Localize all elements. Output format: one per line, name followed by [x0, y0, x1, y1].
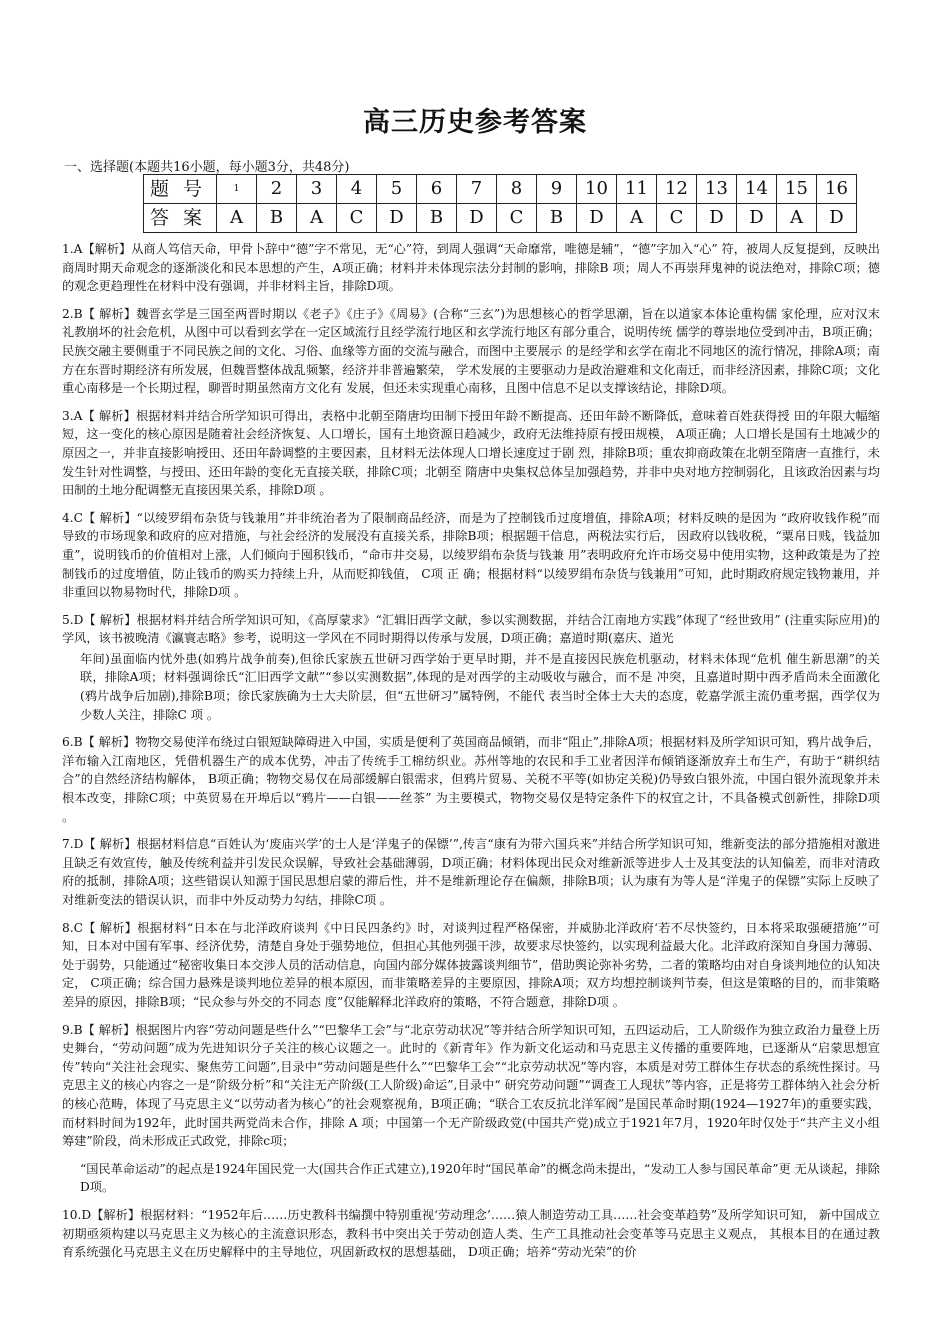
item-number: 5.D [62, 612, 84, 627]
answer-cell: C [497, 204, 537, 233]
answer-cell: A [777, 204, 817, 233]
explanation-item-10 [62, 1206, 880, 1262]
question-number-cell: 11 [617, 175, 657, 204]
explanation-item-1 [62, 240, 880, 296]
question-number-cell: 4 [337, 175, 377, 204]
explanation-item-5-continued [80, 650, 880, 724]
explanation-item-6 [62, 733, 880, 826]
item-text: 【 解析】根据材料并结合所学知识可得出，表格中北朝至隋唐均田制下授田年龄不断提高、还田年龄不断降低，意味着百姓获得授 田的年限大幅缩短，这一变化的核心原因是随着社会经济恢复、人口增长，国有土地资源日趋减少，政府无法维持原有授田规模， A项正确；人口增长是国有土地减少的原因之一，并非直接影响授田、还田年龄调整的主要因素，且材料无法体现人口增长速度过于剧 烈，排除B项；重农抑商政策在北朝至隋唐一直推行，未发生针对性调整，与授田、还田年龄的变化无直接关联，排除C项；北朝至 隋唐中央集权总体呈加强趋势，并非中央对地方控制弱化，且该政治因素与均田制的土地分配调整无直接因果关系，排除D项 。 [62, 408, 880, 498]
item-number: 4.C [62, 510, 83, 525]
explanation-item-8 [62, 919, 880, 1012]
question-number-cell: 14 [737, 175, 777, 204]
item-text: 【 解析】物物交易使洋布绕过白银短缺障碍进入中国，实质是便利了英国商品倾销，而非“阻止”,排除A项；根据材料及所学知识可知，鸦片战争后，洋布输入江南地区，凭借机器生产的成本优势，冲击了传统手工棉纺织业。苏州等地的农民和手工业者因洋布倾销逐渐放弃土布生产，有助于“耕织结合”的自然经济结构解体， B项正确；物物交易仅在局部缓解白银需求，但鸦片贸易、关税不平等(如协定关税)仍导致白银外流，中国白银外流现象并未根本改变，排除C项；中英贸易在开埠后以“鸦片——白银——丝茶” 为主要模式，物物交易仅是特定条件下的权宜之计，不具备模式创新性，排除D项 。 [62, 735, 880, 824]
page-title: 高三历史参考答案 [363, 107, 587, 138]
explanation-item-9-continued [80, 1160, 880, 1197]
item-text: 【 解析】根据图片内容“劳动问题是些什么”“巴黎华工会”与“北京劳动状况”等并结合所学知识可知，五四运动后，工人阶级作为独立政治力量登上历史舞台，“劳动问题”成为先进知识分子关注的核心议题之一。此时的《新青年》作为新文化运动和马克思主义传播的重要阵地，已逐渐从“启蒙思想宣传”转向“关注社会现实、聚焦劳工问题”,目录中“劳动问题是些什么”“巴黎华工会”“北京劳动状况”等内容，本质是对劳工群体生存状态的系统性探讨。马克思主义的核心内容之一是“阶级分析”和“关注无产阶级(工人阶级)命运”,目录中“ 研究劳动问题”“调查工人现状”等内容，正是将劳工群体纳入社会分析的核心范畴，体现了马克思主义“以劳动者为核心”的社会观察视角，B项正确；“联合工农反抗北洋军阀”是国民革命时期(1924—1927年)的重要实践，而材料时间为192年，此时国共两党尚未合作，排除 A 项；中国第一个无产阶级政党(中国共产党)成立于1921年7月，1920年时仅处于“共产主义小组筹建”阶段，尚未形成正式政党，排除c项； [62, 1022, 880, 1149]
item-text: 【解析】从商人笃信天命，甲骨卜辞中“德”字不常见，无“心”符，到周人强调“天命靡常，唯德是辅”，“德”字加入“心” 符，被周人反复提到，反映出商周时期天命观念的逐渐淡化和民本思想的产生，A项正确；材料并未体现宗法分封制的影响，排除B 项；周人不再崇拜鬼神的说法绝对，排除C项；德的观念更趋理性在材料中没有强调，并非材料主旨，排除D项。 [62, 242, 880, 294]
answer-cell: A [617, 204, 657, 233]
explanation-item-2 [62, 305, 880, 398]
explanation-item-7 [62, 835, 880, 909]
answer-row [144, 204, 857, 233]
item-text: 【 解析】根据材料信息“百姓认为‘废庙兴学’的士人是‘洋鬼子的保镖’”,传言“康有为带六国兵来”并结合所学知识可知，维新变法的部分措施相对激进且缺乏有效宣传，触及传统利益并引发民众误解，导致社会基础薄弱，D项正确；材料体现出民众对维新派等进步人士及其变法的认知偏差，而非对清政府的抵制，排除A项；这些错误认知源于国民思想启蒙的滞后性，并不是维新理论存在偏颇，排除B项；认为康有为等人是“洋鬼子的保镖”实际上反映了对维新变法的错误认识，而非中外反动势力勾结，排除C项 。 [62, 837, 880, 907]
item-text: 【 解析】根据材料并结合所学知识可知，《高厚蒙求》“汇辑旧西学文献，参以实测数据，并结合江南地方实践”体现了“经世致用” (注重实际应用)的学风，该书被晚清《瀛寰志略》参考，说明这一学风在不同时期得以传承与发展，D项正确；嘉道时期(嘉庆、道光 [62, 612, 880, 646]
explanation-item-4 [62, 509, 880, 602]
question-number-cell: 10 [577, 175, 617, 204]
question-number-cell: 3 [297, 175, 337, 204]
row-label-question: 题号 [144, 175, 217, 204]
explanation-item-9 [62, 1021, 880, 1151]
question-number-cell: 9 [537, 175, 577, 204]
question-number-cell: 12 [657, 175, 697, 204]
answer-cell: B [257, 204, 297, 233]
answer-cell: D [817, 204, 857, 233]
question-number-cell: 7 [457, 175, 497, 204]
explanations [62, 240, 880, 1271]
answer-cell: C [337, 204, 377, 233]
item-text: 【解析】根据材料：“1952年后……历史教科书编撰中特别重视‘劳动理念’……猿人制造劳动工具……社会变革趋势”及所学知识可知， 新中国成立初期亟须构建以马克思主义为核心的主流意识形态，教科书中突出关于劳动创造人类、生产工具推动社会变革等马克思主义观点， 其根本目的在通过教育系统强化马克思主义在历史解释中的主导地位，巩固新政权的思想基础， D项正确；培养“劳动光荣”的价 [62, 1207, 880, 1260]
answer-cell: A [217, 204, 257, 233]
answer-cell: D [577, 204, 617, 233]
question-number-cell: 16 [817, 175, 857, 204]
answer-cell: A [297, 204, 337, 233]
question-number-cell: 1 [217, 175, 257, 204]
section-heading: 一、选择题(本题共16小题，每小题3分，共48分) [64, 160, 350, 175]
item-number: 1.A [62, 242, 83, 256]
item-text: 年间)虽面临内忧外患(如鸦片战争前奏),但徐氏家族五世研习西学始于更早时期，并不是直接因民族危机驱动，材料未体现“危机 催生新思潮”的关联，排除A项；材料强调徐氏“汇旧西学文献”“参以实测数据”,体现的是对西学的主动吸收与融合，而不是 冲突，且嘉道时期中西矛盾尚未全面激化(鸦片战争后加剧),排除B项；徐氏家族确为士大夫阶层，但“五世研习”属特例，不能代 表当时全体士大夫的态度，乾嘉学派主流仍重考据，西学仅为少数人关注，排除C 项 。 [80, 651, 880, 722]
question-number-cell: 8 [497, 175, 537, 204]
question-number-cell: 6 [417, 175, 457, 204]
answer-table [143, 174, 857, 233]
answer-cell: B [417, 204, 457, 233]
answer-cell: D [697, 204, 737, 233]
item-number: 7.D [62, 837, 84, 852]
answer-cell: D [457, 204, 497, 233]
answer-cell: C [657, 204, 697, 233]
question-number-cell: 5 [377, 175, 417, 204]
item-text: 【 解析】“以绫罗绢布杂货与钱兼用”并非统治者为了限制商品经济，而是为了控制钱币过度增值，排除A项；材料反映的是因为 “政府收钱作税”而导致的市场现象和政府的应对措施，与社会经济的发展没有直接关系，排除B项；根据题干信息，两税法实行后， 因政府以钱收税，“粟帛日贱，钱益加重”，说明钱币的价值相对上涨，人们倾向于囤积钱币，“命市井交易，以绫罗绢布杂货与钱兼 用”表明政府允许市场交易中使用实物，这种政策是为了控制钱币的过度增值，防止钱币的购买力持续上升，从而贬抑钱值， C项 正 确；根据材料“以绫罗绢布杂货与钱兼用”可知，此时期政府规定钱物兼用，并非重回以物易物时代，排除D项 。 [62, 510, 880, 600]
question-number-cell: 2 [257, 175, 297, 204]
item-number: 8.C [62, 920, 83, 935]
answer-cell: D [377, 204, 417, 233]
answer-cell: D [737, 204, 777, 233]
item-number: 2.B [62, 306, 83, 321]
item-number: 10.D [62, 1207, 92, 1222]
item-text: “国民革命运动”的起点是1924年国民党一大(国共合作正式建立),1920年时“国民革命”的概念尚未提出，“发动工人参与国民革命”更 无从谈起，排除D项。 [80, 1161, 880, 1195]
question-number-cell: 13 [697, 175, 737, 204]
answer-cell: B [537, 204, 577, 233]
explanation-item-3 [62, 407, 880, 500]
row-label-answer: 答案 [144, 204, 217, 233]
item-number: 6.B [62, 735, 83, 750]
question-number-row [144, 175, 857, 204]
item-text: 【 解析】魏晋玄学是三国至两晋时期以《老子》《庄子》《周易》(合称“三玄”)为思想核心的哲学思潮，旨在以道家本体论重构儒 家伦理，应对汉末礼教崩坏的社会危机，从图中可以看到玄学在一定区域流行且经学流行地区和玄学流行地区有部分重合，说明传统 儒学的尊崇地位受到冲击，B项正确；民族交融主要侧重于不同民族之间的文化、习俗、血缘等方面的交流与融合，而图中主要展示 的是经学和玄学在南北不同地区的流行情况，排除A项；南方在东晋时期经济有所发展，但魏晋整体战乱频繁，经济并非普遍繁荣， 学术发展的主要驱动力是政治避难和文化南迁，而非经济因素，排除C项；文化重心南移是一个长期过程，聊晋时期虽然南方文化有 发展，但还未实现重心南移，且图中信息不足以支撑该结论，排除D项。 [62, 306, 880, 396]
item-number: 9.B [62, 1022, 83, 1037]
item-number: 3.A [62, 408, 83, 423]
explanation-item-5 [62, 611, 880, 648]
item-text: 【 解析】根据材料“日本在与北洋政府谈判《中日民四条约》时，对谈判过程严格保密，并威胁北洋政府‘若不尽快签约，日本将采取强硬措施’”可知，日本对中国有军事、经济优势，清楚自身处于强势地位，但担心其他列强干涉，故要求尽快签约，以实现利益最大化。北洋政府深知自身国力薄弱、处于弱势，只能通过“秘密收集日本交涉人员的活动信息，向国内部分媒体披露谈判细节”，借助舆论弥补劣势，二者的策略均由对自身谈判地位的认知决定， C项正确；综合国力悬殊是谈判地位差异的根本原因，而非策略差异的主要原因，排除A项；双方均想控制谈判节奏，但这是策略的目的，而非策略差异的原因，排除B项；“民众参与外交的不同态 度”仅能解释北洋政府的策略，不符合题意，排除D项 。 [62, 920, 880, 1009]
question-number-cell: 15 [777, 175, 817, 204]
